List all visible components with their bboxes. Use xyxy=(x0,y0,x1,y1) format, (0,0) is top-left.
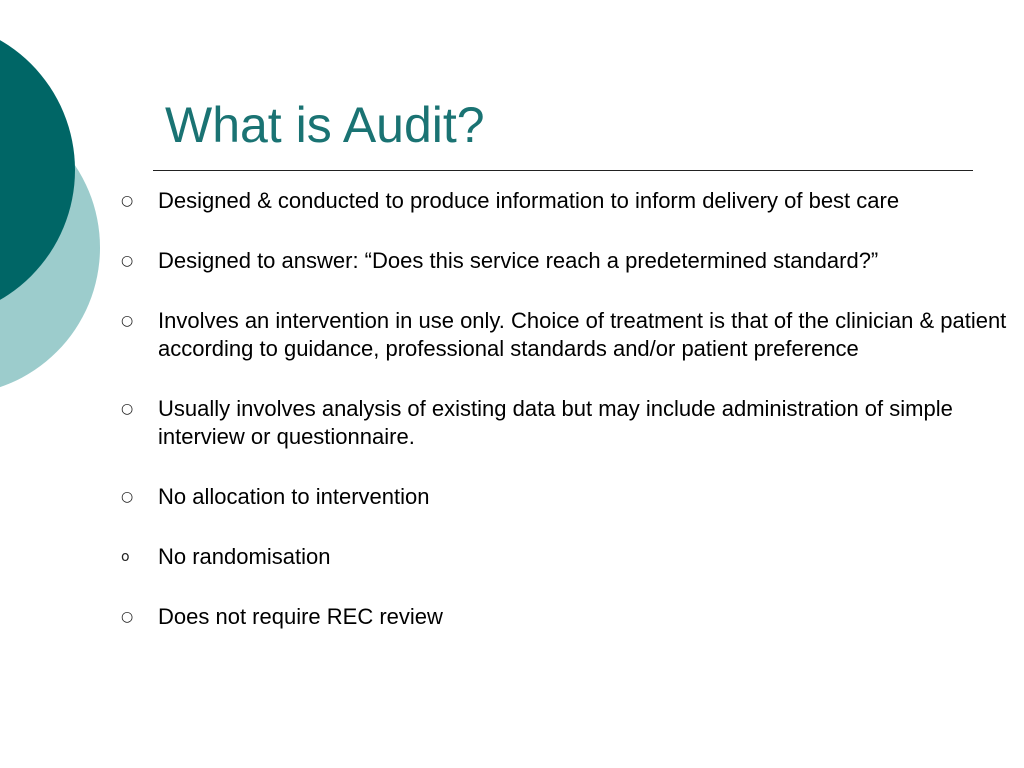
bullet-marker-icon: o xyxy=(121,549,130,565)
bullet-list xyxy=(118,187,1008,663)
bullet-item xyxy=(118,543,1008,571)
bullet-item xyxy=(118,395,1008,451)
bullet-text: No randomisation xyxy=(158,544,331,569)
bullet-marker-icon: ○ xyxy=(121,609,134,625)
bullet-marker-icon: ○ xyxy=(121,253,134,269)
bullet-text: No allocation to intervention xyxy=(158,484,430,509)
slide-title: What is Audit? xyxy=(165,97,485,153)
bullet-item xyxy=(118,247,1008,275)
bullet-marker-icon: ○ xyxy=(121,193,134,209)
bullet-marker-icon: ○ xyxy=(121,401,134,417)
bullet-text: Does not require REC review xyxy=(158,604,443,629)
bullet-marker-icon: ○ xyxy=(121,489,134,505)
bullet-text: Designed & conducted to produce information to inform delivery of best care xyxy=(158,188,900,213)
bullet-item xyxy=(118,187,1008,215)
bullet-marker-icon: ○ xyxy=(121,313,134,329)
bullet-item xyxy=(118,307,1008,363)
bullet-text: Involves an intervention in use only. Choice of treatment is that of the clinician & patient according to guidance, professional standards and/or patient preference xyxy=(158,308,1007,361)
bullet-item xyxy=(118,603,1008,631)
bullet-text: Usually involves analysis of existing data but may include administration of simple interview or questionnaire. xyxy=(158,396,953,449)
bullet-text: Designed to answer: “Does this service reach a predetermined standard?” xyxy=(158,248,879,273)
title-divider xyxy=(153,170,973,171)
bullet-item xyxy=(118,483,1008,511)
